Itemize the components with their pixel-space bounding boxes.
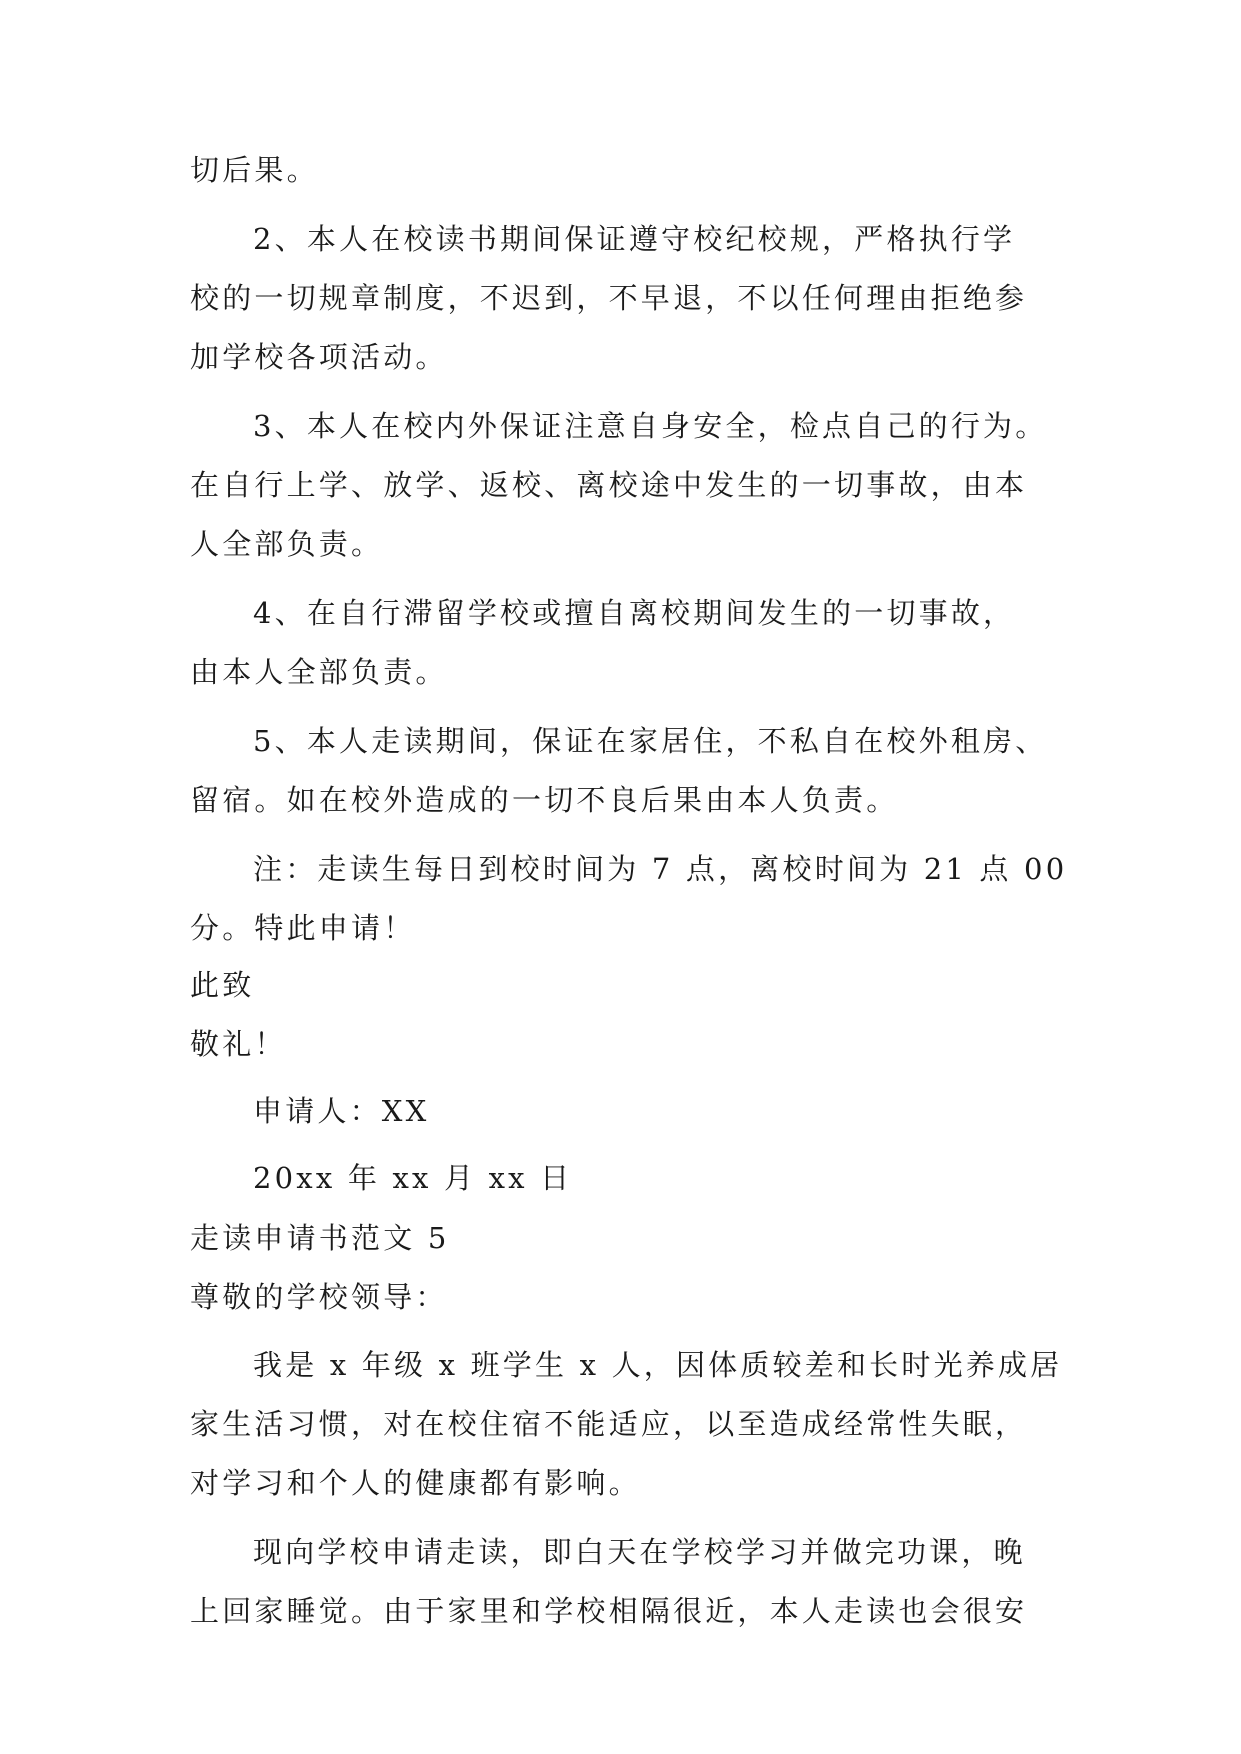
text-line: 人全部负责。 bbox=[190, 527, 384, 561]
text-line: 加学校各项活动。 bbox=[190, 340, 448, 374]
text-line: 分。特此申请！ bbox=[190, 911, 416, 945]
text-line: 我是 x 年级 x 班学生 x 人，因体质较差和长时光养成居 bbox=[253, 1348, 1063, 1382]
section-heading: 走读申请书范文 5 bbox=[190, 1221, 450, 1255]
text-line: 由本人全部负责。 bbox=[190, 655, 448, 689]
text-line: 4、在自行滞留学校或擅自离校期间发生的一切事故， bbox=[253, 596, 1016, 630]
text-line: 上回家睡觉。由于家里和学校相隔很近，本人走读也会很安 bbox=[190, 1594, 1028, 1628]
text-line: 在自行上学、放学、返校、离校途中发生的一切事故，由本 bbox=[190, 468, 1028, 502]
text-line: 对学习和个人的健康都有影响。 bbox=[190, 1466, 641, 1500]
text-line: 校的一切规章制度，不迟到，不早退，不以任何理由拒绝参 bbox=[190, 281, 1028, 315]
greeting-line: 尊敬的学校领导： bbox=[190, 1280, 448, 1314]
salutation-line: 敬礼！ bbox=[190, 1027, 287, 1061]
text-line: 留宿。如在校外造成的一切不良后果由本人负责。 bbox=[190, 783, 899, 817]
text-line: 3、本人在校内外保证注意自身安全，检点自己的行为。 bbox=[253, 409, 1048, 443]
text-line: 家生活习惯，对在校住宿不能适应，以至造成经常性失眠， bbox=[190, 1407, 1028, 1441]
text-line: 注：走读生每日到校时间为 7 点，离校时间为 21 点 00 bbox=[253, 852, 1068, 886]
text-line: 切后果。 bbox=[190, 153, 319, 187]
text-line: 2、本人在校读书期间保证遵守校纪校规，严格执行学 bbox=[253, 222, 1016, 256]
text-line: 现向学校申请走读，即白天在学校学习并做完功课，晚 bbox=[253, 1535, 1026, 1569]
date-line: 20xx 年 xx 月 xx 日 bbox=[253, 1161, 573, 1195]
signature-line: 申请人：XX bbox=[253, 1094, 430, 1128]
salutation-line: 此致 bbox=[190, 968, 255, 1002]
text-line: 5、本人走读期间，保证在家居住，不私自在校外租房、 bbox=[253, 724, 1048, 758]
